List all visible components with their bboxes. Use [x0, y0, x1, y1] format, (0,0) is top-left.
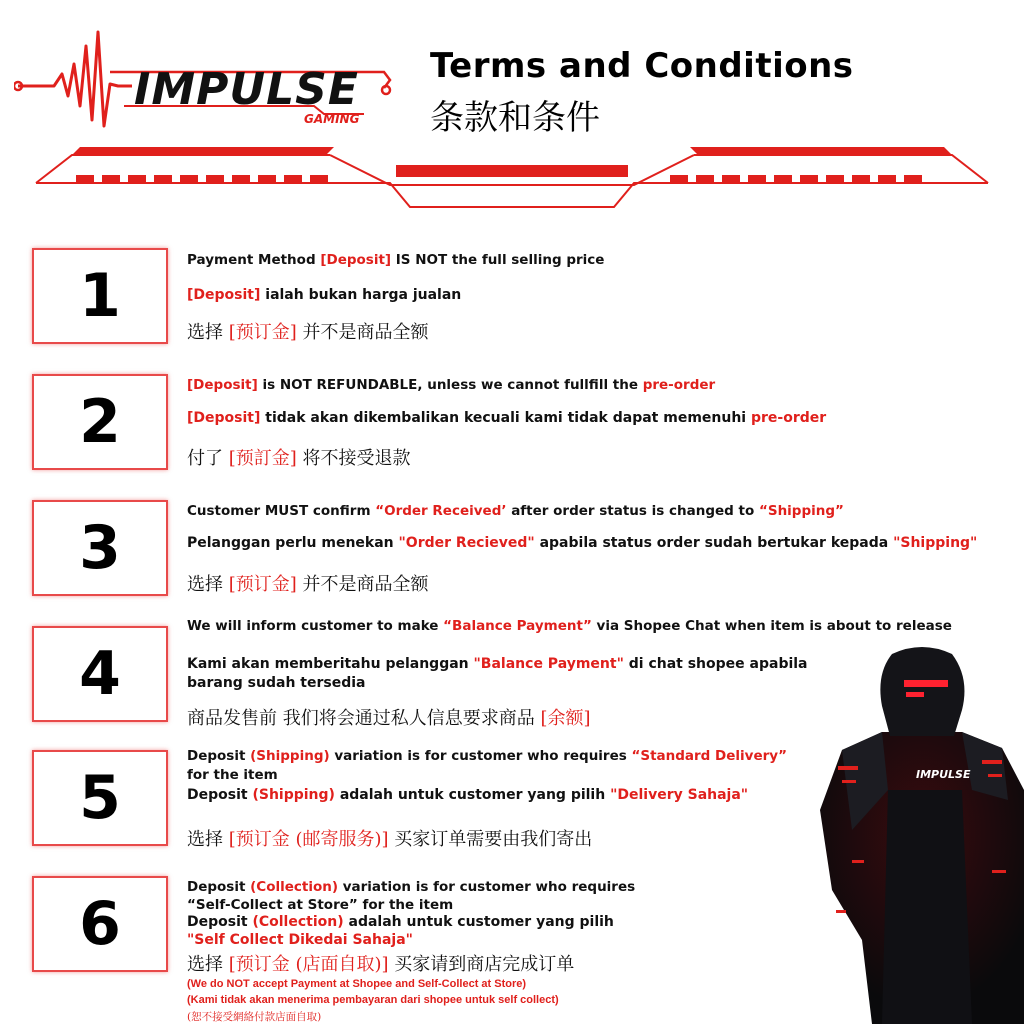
highlight-segment: "Self Collect Dikedai Sahaja" [187, 932, 413, 948]
term-4-english [187, 618, 952, 634]
page-title-zh: 条款和条件 [430, 98, 600, 138]
term-6-malay-1 [187, 914, 614, 930]
term-4-malay-2 [187, 675, 365, 691]
term-5-number-box [32, 750, 168, 846]
text-segment: barang sudah tersedia [187, 675, 366, 691]
highlight-segment: [Deposit] [187, 287, 261, 303]
text-segment: Deposit [187, 787, 253, 803]
term-6-footnote-english [187, 978, 526, 990]
highlight-segment: pre-order [750, 410, 827, 426]
highlight-segment: (Kami tidak akan menerima pembayaran dari shopee untuk self collect) [187, 994, 559, 1006]
term-1-english [187, 252, 604, 268]
text-segment: Pelanggan perlu menekan [187, 535, 399, 551]
text-segment: Customer MUST confirm [187, 503, 376, 519]
text-segment: adalah untuk customer yang pilih [343, 914, 614, 930]
term-number: 1 [79, 261, 121, 331]
text-segment: 并不是商品全额 [296, 322, 429, 343]
highlight-segment: “Balance Payment” [443, 618, 592, 634]
highlight-segment: (恕不接受網絡付款店面自取) [187, 1011, 322, 1023]
impulse-gaming-logo [14, 24, 394, 134]
term-2-chinese [187, 444, 411, 470]
term-6-number-box [32, 876, 168, 972]
text-segment: is NOT REFUNDABLE, unless we cannot fullfill the [257, 377, 643, 393]
text-segment: variation is for customer who requires [329, 748, 632, 764]
highlight-segment: (We do NOT accept Payment at Shopee and Self-Collect at Store) [187, 978, 527, 990]
text-segment: 选择 [187, 829, 229, 850]
text-segment: for the item [187, 767, 278, 783]
highlight-segment: [预訂金] [228, 448, 297, 469]
term-3-number-box [32, 500, 168, 596]
text-segment: Deposit [187, 914, 253, 930]
term-6-chinese [187, 950, 574, 976]
term-5-chinese [187, 825, 592, 851]
term-5-malay [187, 787, 748, 803]
highlight-segment: [Deposit] [187, 377, 258, 393]
term-1-chinese [187, 318, 429, 344]
text-segment: tidak akan dikembalikan kecuali kami tidak dapat memenuhi [260, 410, 751, 426]
highlight-segment: [Deposit] [187, 410, 261, 426]
highlight-segment: [预订金 (邮寄服务)] [228, 829, 389, 850]
term-5-english-1 [187, 748, 787, 764]
text-segment: We will inform customer to make [187, 618, 444, 634]
term-2-english [187, 377, 715, 393]
text-segment: 买家订单需要由我们寄出 [388, 829, 593, 850]
highlight-segment: [Deposit] [320, 252, 392, 268]
term-1-malay [187, 287, 461, 303]
text-segment: 选择 [187, 574, 229, 595]
text-segment: 买家请到商店完成订单 [388, 954, 575, 975]
text-segment: ialah bukan harga jualan [260, 287, 462, 303]
highlight-segment: (Collection) [252, 914, 344, 930]
text-segment: apabila status order sudah bertukar kepada [534, 535, 894, 551]
text-segment: Deposit [187, 748, 251, 764]
highlight-segment: (Shipping) [250, 748, 330, 764]
text-segment: after order status is changed to [506, 503, 759, 519]
text-segment: adalah untuk customer yang pilih [334, 787, 611, 803]
term-number: 5 [79, 763, 121, 833]
term-3-english [187, 503, 844, 519]
term-6-footnote-malay [187, 994, 559, 1006]
term-6-english-2 [187, 897, 453, 913]
term-2-malay [187, 410, 826, 426]
text-segment: 选择 [187, 954, 229, 975]
text-segment: 商品发售前 我们将会通过私人信息要求商品 [187, 708, 541, 729]
brand-name: IMPULSE [134, 64, 359, 115]
term-6-english-1 [187, 879, 635, 895]
term-2-number-box [32, 374, 168, 470]
highlight-segment: pre-order [642, 377, 716, 393]
text-segment: IS NOT the full selling price [391, 252, 605, 268]
text-segment: di chat shopee apabila [623, 656, 808, 672]
text-segment: 将不接受退款 [296, 448, 411, 469]
text-segment: 付了 [187, 448, 229, 469]
text-segment: 并不是商品全额 [296, 574, 429, 595]
highlight-segment: "Order Recieved" [398, 535, 535, 551]
text-segment: Kami akan memberitahu pelanggan [187, 656, 474, 672]
page-title: Terms and Conditions [430, 46, 854, 86]
term-number: 3 [79, 513, 121, 583]
text-segment: 选择 [187, 322, 229, 343]
term-4-malay-1 [187, 656, 808, 672]
term-4-number-box [32, 626, 168, 722]
highlight-segment: “Order Received’ [375, 503, 507, 519]
text-segment: Payment Method [187, 252, 321, 268]
figure-logo-text: IMPULSE [916, 768, 971, 781]
term-6-malay-2 [187, 932, 413, 948]
term-4-chinese [187, 704, 591, 730]
highlight-segment: [预订金] [228, 574, 297, 595]
term-3-malay [187, 535, 977, 551]
term-6-footnote-chinese [187, 1009, 321, 1024]
term-number: 4 [79, 639, 121, 709]
highlight-segment: (Shipping) [252, 787, 335, 803]
term-number: 2 [79, 387, 121, 457]
header-decoration [0, 135, 1024, 215]
highlight-segment: “Shipping” [758, 503, 844, 519]
term-1-number-box [32, 248, 168, 344]
highlight-segment: (Collection) [250, 879, 339, 895]
text-segment: variation is for customer who requires [338, 879, 636, 895]
armored-gamer-figure-image [812, 640, 1024, 1024]
text-segment: “Self-Collect at Store” for the item [187, 897, 454, 913]
term-number: 6 [79, 889, 121, 959]
highlight-segment: “Standard Delivery” [631, 748, 787, 764]
text-segment: Deposit [187, 879, 251, 895]
highlight-segment: [预订金 (店面自取)] [228, 954, 389, 975]
highlight-segment: [预订金] [228, 322, 297, 343]
term-3-chinese [187, 570, 429, 596]
highlight-segment: [余额] [540, 708, 591, 729]
highlight-segment: "Balance Payment" [473, 656, 624, 672]
term-5-english-2 [187, 767, 278, 783]
highlight-segment: "Shipping" [893, 535, 978, 551]
brand-sub: GAMING [304, 112, 360, 126]
highlight-segment: "Delivery Sahaja" [610, 787, 749, 803]
text-segment: via Shopee Chat when item is about to release [591, 618, 952, 634]
